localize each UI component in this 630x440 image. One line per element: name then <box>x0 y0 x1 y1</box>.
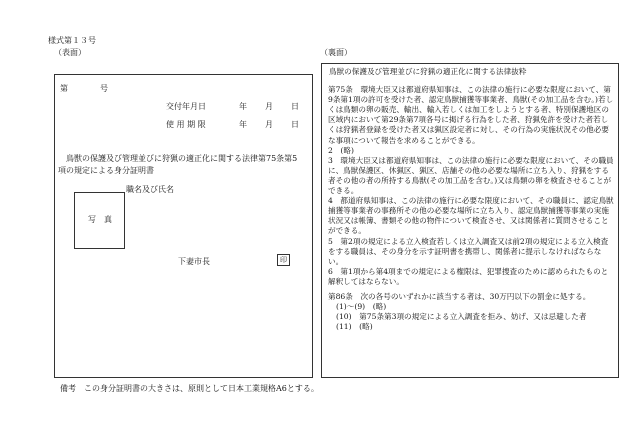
article-75-para-3: 3 環境大臣又は都道府県知事は、この法律の施行に必要な限度において、その職員に、鳥獣保護区、休猟区、猟区、店舗その他の必要な場所に立ち入り、狩猟をする者その他の者の所持する鳥獣(その加工品を含む。)又は鳥類の卵を検査させることができる。 <box>328 155 614 196</box>
expiry-day: 日 <box>291 120 299 129</box>
article-75-para-5: 5 第2項の規定による立入検査若しくは立入調査又は前2項の規定による立入検査をする職員は、その身分を示す証明書を携帯し、関係者に提示しなければならない。 <box>328 236 609 266</box>
excerpt-title: 鳥獣の保護及び管理並びに狩猟の適正化に関する法律抜粋 <box>329 67 527 76</box>
article-86-item-11: (11) (略) <box>336 322 373 332</box>
issuer-name: 下妻市長 <box>178 257 210 266</box>
law-excerpt <box>328 67 614 332</box>
article-75-para-4: 4 都道府県知事は、この法律の施行に必要な限度において、その職員に、認定鳥獣捕獲等事業者の事務所その他の必要な場所に立ち入り、認定鳥獣捕獲等事業の実施状況又は帳簿、書類その他の物件について検査させ、又は関係者に質問させることができる。 <box>328 196 614 236</box>
position-name-label: 職名及び氏名 <box>126 185 174 194</box>
article-86-main: 第86条 次の各号のいずれかに該当する者は、30万円以下の罰金に処する。 <box>328 291 591 301</box>
expiry-label: 使 用 期 限 <box>166 120 206 129</box>
card-title-line1: 鳥獣の保護及び管理並びに狩猟の適正化に関する法律第75条第5 <box>66 154 298 163</box>
issue-date-label: 交付年月日 <box>166 102 206 111</box>
article-75-para-2: 2 (略) <box>328 145 354 155</box>
issue-date-month: 月 <box>265 102 273 111</box>
seal-mark: 印 <box>277 254 290 266</box>
back-side-label: （裏面） <box>320 48 352 57</box>
article-75-para-1: 第75条 環境大臣又は都道府県知事は、この法律の施行に必要な限度において、第9条第1項の許可を受けた者、認定鳥獣捕獲等事業者、鳥獣(その加工品を含む。)若しくは鳥類の卵の販売、輸出、輸入若しくは加工をしようとする者、特別保護地区の区域内において第29条第7項各号に掲げる行為をした者、狩猟免許を受けた者若しくは狩猟者登録を受けた者又は猟区設定者に対し、その行為の実施状況その他必要な事項について報告を求めることができる。 <box>328 85 614 145</box>
issue-date-day: 日 <box>291 102 299 111</box>
article-86-item-10: (10) 第75条第3項の規定による立入調査を拒み、妨げ、又は忌避した者 <box>336 312 587 322</box>
front-side-label: （表面） <box>54 48 86 57</box>
article-86-items-1-9: (1)～(9) (略) <box>336 302 387 312</box>
number-suffix: 号 <box>100 84 108 93</box>
form-number: 様式第１３号 <box>48 36 96 45</box>
photo-label: 写 真 <box>88 215 112 224</box>
number-label: 第 <box>60 84 68 93</box>
expiry-month: 月 <box>265 120 273 129</box>
issue-date-year: 年 <box>239 102 247 111</box>
card-title-line2: 項の規定による身分証明書 <box>58 166 154 175</box>
expiry-year: 年 <box>239 120 247 129</box>
article-75-para-6: 6 第1項から第4項までの規定による権限は、犯罪捜査のために認められたものと解釈してはならない。 <box>328 266 609 286</box>
size-note: 備考 この身分証明書の大きさは、原則として日本工業規格A6とする。 <box>60 384 319 393</box>
